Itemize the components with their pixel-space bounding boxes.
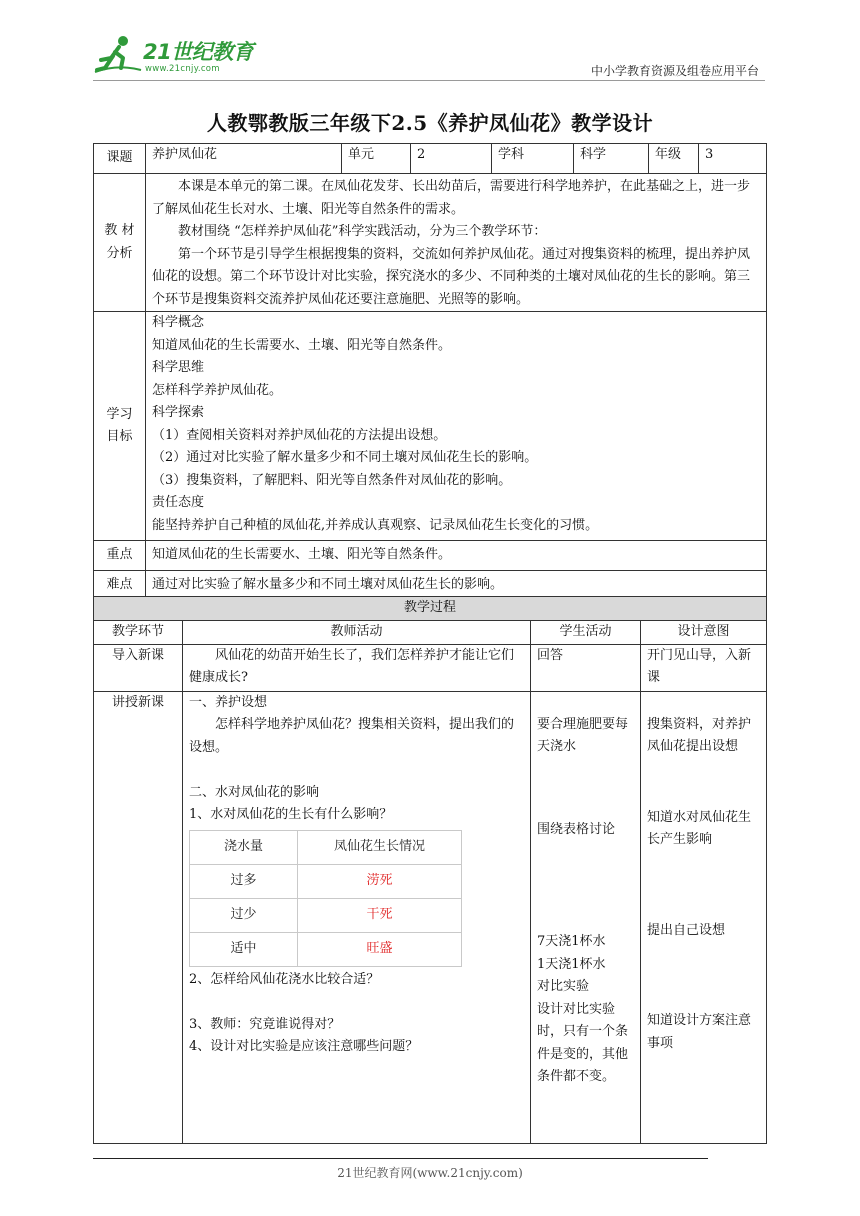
analysis-content bbox=[146, 174, 767, 312]
goal-line: 科学概念 bbox=[152, 315, 205, 330]
goal-line: 科学探索 bbox=[152, 405, 205, 420]
key-point-label: 重点 bbox=[94, 541, 146, 571]
analysis-paragraph: 第一个环节是引导学生根据搜集的资料，交流如何养护凤仙花。通过对搜集资料的梳理，提出养护凤仙花的设想。第二个环节设计对比实验，探究浇水的多少、不同种类的土壤对凤仙花的生长的影响。第三个环节是搜集资料交流养护凤仙花还要注意施肥、光照等的影响。 bbox=[152, 246, 751, 307]
subject-value: 科学 bbox=[574, 144, 649, 174]
lesson-stage: 讲授新课 bbox=[94, 691, 183, 1143]
logo-text: 21世纪教育 bbox=[143, 40, 254, 64]
student-answer: 围绕表格讨论 bbox=[537, 821, 616, 837]
intent-text: 搜集资料，对养护凤仙花提出设想 bbox=[647, 716, 752, 754]
process-header-row bbox=[94, 621, 767, 645]
intent-text: 知道设计方案注意事项 bbox=[647, 1013, 752, 1051]
topic-label: 课题 bbox=[94, 144, 146, 174]
intent-text: 提出自己设想 bbox=[647, 922, 726, 938]
page-footer: 21世纪教育网(www.21cnjy.com) bbox=[337, 1166, 523, 1180]
key-point-value: 知道凤仙花的生长需要水、土壤、阳光等自然条件。 bbox=[146, 541, 767, 571]
page-header bbox=[93, 28, 765, 80]
process-table bbox=[93, 596, 767, 1144]
teacher-question: 1、水对凤仙花的生长有什么影响？ bbox=[189, 807, 393, 822]
intro-student: 回答 bbox=[531, 644, 641, 691]
student-answer: 7天浇1杯水 bbox=[537, 934, 606, 949]
lesson-student bbox=[531, 691, 641, 1143]
runner-logo-icon bbox=[93, 34, 143, 74]
unit-label: 单元 bbox=[342, 144, 411, 174]
goal-line: （1）查阅相关资料对养护凤仙花的方法提出设想。 bbox=[152, 427, 447, 443]
difficulty-value: 通过对比实验了解水量多少和不同土壤对凤仙花生长的影响。 bbox=[146, 571, 767, 601]
column-header: 设计意图 bbox=[641, 621, 767, 645]
column-header: 学生活动 bbox=[531, 621, 641, 645]
goals-content bbox=[146, 312, 767, 541]
analysis-paragraph: 教材围绕 “怎样养护凤仙花”科学实践活动，分为三个教学环节： bbox=[178, 224, 547, 239]
water-table-row: 适中 旺盛 bbox=[190, 932, 462, 966]
logo bbox=[93, 34, 263, 80]
goals-row bbox=[94, 312, 767, 541]
water-table-header: 浇水量 凤仙花生长情况 bbox=[190, 830, 462, 864]
intent-text: 知道水对凤仙花生长产生影响 bbox=[647, 809, 752, 847]
teacher-heading: 一、养护设想 bbox=[189, 694, 268, 710]
goal-line: 怎样科学养护凤仙花。 bbox=[152, 382, 283, 398]
page-title: 人教鄂教版三年级下2.5《养护凤仙花》教学设计 bbox=[206, 111, 654, 135]
info-row bbox=[94, 144, 767, 174]
goal-line: 知道凤仙花的生长需要水、土壤、阳光等自然条件。 bbox=[152, 337, 452, 353]
intro-intent: 开门见山导，入新课 bbox=[641, 644, 767, 691]
process-title: 教学过程 bbox=[94, 597, 767, 621]
analysis-row bbox=[94, 174, 767, 312]
column-header: 教师活动 bbox=[183, 621, 531, 645]
goal-line: 科学思维 bbox=[152, 360, 205, 375]
grade-label: 年级 bbox=[649, 144, 699, 174]
goal-line: 责任态度 bbox=[152, 495, 205, 510]
subject-label: 学科 bbox=[492, 144, 574, 174]
lesson-intent bbox=[641, 691, 767, 1143]
student-answer: 要合理施肥要每天浇水 bbox=[537, 716, 629, 754]
teacher-paragraph: 怎样科学地养护凤仙花？搜集相关资料，提出我们的设想。 bbox=[189, 717, 515, 755]
teacher-question: 3、教师：究竟谁说得对？ bbox=[189, 1016, 341, 1032]
platform-name: 中小学教育资源及组卷应用平台 bbox=[590, 64, 759, 78]
student-answer: 对比实验 bbox=[537, 979, 590, 994]
intro-row bbox=[94, 644, 767, 691]
topic-value: 养护凤仙花 bbox=[146, 144, 342, 174]
intro-teacher: 风仙花的幼苗开始生长了，我们怎样养护才能让它们健康成长? bbox=[183, 644, 531, 691]
teacher-heading: 二、水对凤仙花的影响 bbox=[189, 784, 320, 800]
lesson-info-table bbox=[93, 143, 767, 601]
footer-divider bbox=[93, 1158, 708, 1159]
lesson-row bbox=[94, 691, 767, 1143]
analysis-paragraph: 本课是本单元的第二课。在凤仙花发芽、长出幼苗后，需要进行科学地养护，在此基础之上，进一步了解凤仙花生长对水、土壤、阳光等自然条件的需求。 bbox=[152, 179, 751, 217]
water-table bbox=[189, 830, 462, 967]
teacher-question: 4、设计对比实验是应该注意哪些问题？ bbox=[189, 1039, 419, 1054]
lesson-teacher bbox=[183, 691, 531, 1143]
column-header: 教学环节 bbox=[94, 621, 183, 645]
logo-url: www.21cnjy.com bbox=[145, 64, 220, 74]
grade-value: 3 bbox=[699, 144, 767, 174]
teacher-question: 2、怎样给风仙花浇水比较合适？ bbox=[189, 971, 380, 987]
goal-line: （2）通过对比实验了解水量多少和不同土壤对凤仙花生长的影响。 bbox=[152, 450, 538, 465]
goals-label: 学习 目标 bbox=[94, 312, 146, 541]
difficulty-label: 难点 bbox=[94, 571, 146, 601]
header-divider bbox=[93, 80, 765, 81]
water-table-row: 过少 干死 bbox=[190, 898, 462, 932]
water-table-row: 过多 涝死 bbox=[190, 864, 462, 898]
unit-value: 2 bbox=[411, 144, 492, 174]
goal-line: （3）搜集资料，了解肥料、阳光等自然条件对凤仙花的影响。 bbox=[152, 472, 512, 488]
student-answer: 设计对比实验时，只有一个条件是变的，其他条件都不变。 bbox=[537, 1001, 629, 1084]
goal-line: 能坚持养护自己种植的凤仙花,并养成认真观察、记录凤仙花生长变化的习惯。 bbox=[152, 517, 599, 533]
process-title-row bbox=[94, 597, 767, 621]
key-point-row bbox=[94, 541, 767, 571]
intro-stage: 导入新课 bbox=[94, 644, 183, 691]
student-answer: 1天浇1杯水 bbox=[537, 956, 606, 972]
analysis-label: 教 材 分析 bbox=[94, 174, 146, 312]
